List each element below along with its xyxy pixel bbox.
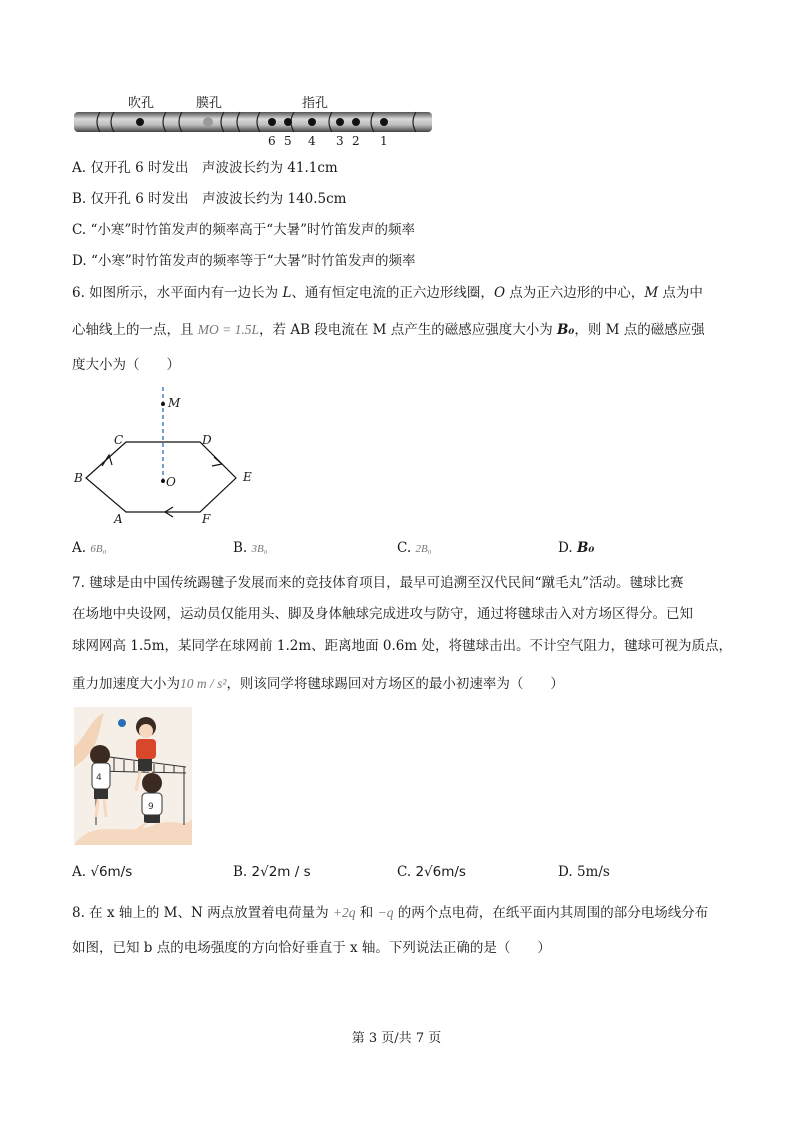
flute-label-membrane: 膜孔 <box>196 96 223 111</box>
q7-stem-line4: 重力加速度大小为10 m / s²，则该同学将毽球踢回对方场区的最小初速率为（ ） <box>72 676 564 692</box>
hole-number: 1 <box>380 134 388 148</box>
hexagon-coil <box>86 442 236 512</box>
q5-option-b: B. 仅开孔 6 时发出 声波波长约为 140.5cm <box>72 191 347 207</box>
flute-tube <box>74 112 432 132</box>
q6-option-c: C. 2B₀ <box>397 540 432 556</box>
q8-stem-line2: 如图，已知 b 点的电场强度的方向恰好垂直于 x 轴。下列说法正确的是（ ） <box>72 940 551 956</box>
jianzi-picture <box>74 707 192 845</box>
label-d: D <box>202 433 212 447</box>
charge-minus: −q <box>377 905 394 920</box>
label-o: O <box>166 475 176 489</box>
b0-symbol: B₀ <box>557 322 575 338</box>
svg-text:9: 9 <box>148 802 154 812</box>
finger-hole-2 <box>352 118 360 126</box>
hole-number: 5 <box>284 134 292 148</box>
blow-hole <box>136 118 144 126</box>
hole-number: 6 <box>268 134 276 148</box>
finger-hole-1 <box>380 118 388 126</box>
jianzi-illustration <box>74 707 192 845</box>
finger-hole-6 <box>268 118 276 126</box>
gravity-expression: 10 m / s² <box>180 676 227 691</box>
q7-option-a: A. √6m/s <box>72 864 133 880</box>
label-m: M <box>168 396 181 410</box>
finger-hole-3 <box>336 118 344 126</box>
q7-option-d: D. 5m/s <box>558 864 610 880</box>
hexagon-diagram <box>72 385 262 525</box>
q6-option-b: B. 3B₀ <box>233 540 268 556</box>
flute-figure <box>74 90 434 150</box>
hole-number: 3 <box>336 134 344 148</box>
q6-stem-line2: 心轴线上的一点，且 MO = 1.5L，若 AB 段电流在 M 点产生的磁感应强度大小为 B₀，则 M 点的磁感应强 <box>72 322 705 338</box>
q5-option-a: A. 仅开孔 6 时发出 声波波长约为 41.1cm <box>72 160 338 176</box>
q6-option-a: A. 6B₀ <box>72 540 107 556</box>
q6-option-d: D. B₀ <box>558 540 595 556</box>
hexagon-figure <box>72 385 262 525</box>
label-c: C <box>114 433 124 447</box>
label-f: F <box>202 512 211 526</box>
svg-text:4: 4 <box>96 773 102 783</box>
label-b: B <box>74 471 83 485</box>
q7-stem-line2: 在场地中央设网，运动员仅能用头、脚及身体触球完成进攻与防守，通过将毽球击入对方场区得分。已知 <box>72 606 693 622</box>
membrane-hole <box>203 117 213 127</box>
point-m <box>161 402 165 406</box>
finger-hole-5 <box>284 118 292 126</box>
label-e: E <box>243 470 252 484</box>
hole-number: 2 <box>352 134 360 148</box>
q8-stem-line1: 8. 在 x 轴上的 M、N 两点放置着电荷量为 +2q 和 −q 的两个点电荷，在纸平面内其周围的部分电场线分布 <box>72 905 709 921</box>
q7-stem-line3: 球网网高 1.5m，某同学在球网前 1.2m、距离地面 0.6m 处，将毽球击出。不计空气阻力，毽球可视为质点， <box>72 638 732 654</box>
page-footer: 第 3 页/共 7 页 <box>351 1031 442 1046</box>
finger-hole-4 <box>308 118 316 126</box>
flute-label-finger: 指孔 <box>302 96 329 111</box>
label-a: A <box>114 512 123 526</box>
q7-stem-line1: 7. 毽球是由中国传统踢毽子发展而来的竞技体育项目，最早可追溯至汉代民间“蹴毛丸”活动。毽球比赛 <box>72 575 684 591</box>
mo-expression: MO = 1.5L <box>197 322 260 337</box>
q6-stem-line3: 度大小为（ ） <box>72 357 180 373</box>
flute-label-blow: 吹孔 <box>128 96 155 111</box>
hole-number: 4 <box>308 134 316 148</box>
charge-plus: +2q <box>332 905 356 920</box>
q7-option-c: C. 2√6m/s <box>397 864 466 880</box>
q5-option-c: C. “小寒”时竹笛发声的频率高于“大暑”时竹笛发声的频率 <box>72 222 416 238</box>
q6-stem-line1: 6. 如图所示，水平面内有一边长为 L、通有恒定电流的正六边形线圈，O 点为正六边形的中心，M 点为中 <box>72 285 703 301</box>
point-o <box>161 479 165 483</box>
q7-option-b: B. 2√2m / s <box>233 864 311 880</box>
q5-option-d: D. “小寒”时竹笛发声的频率等于“大暑”时竹笛发声的频率 <box>72 253 416 269</box>
